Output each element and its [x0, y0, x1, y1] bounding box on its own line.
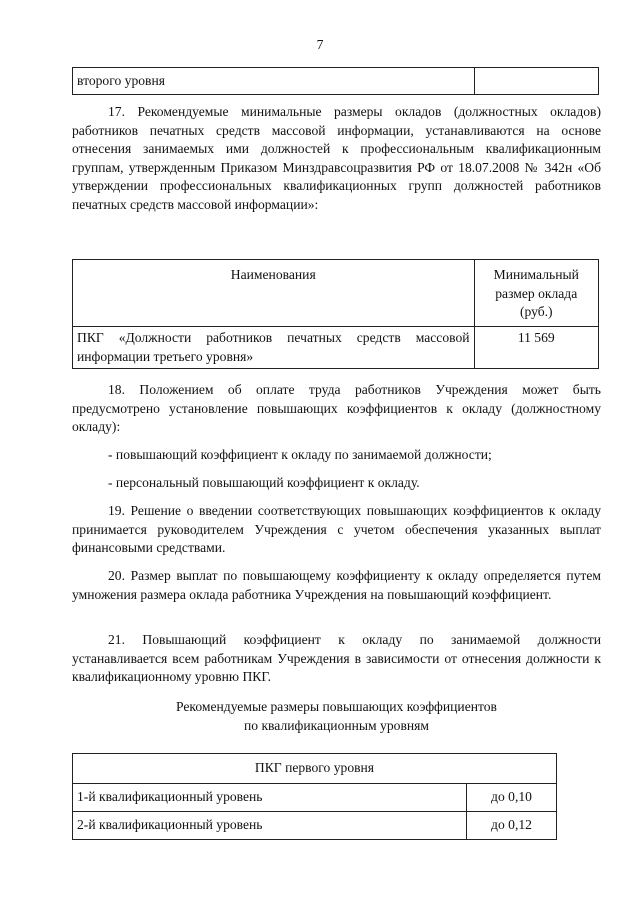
- salary-table-row-value: 11 569: [474, 327, 598, 369]
- paragraph-18: 18. Положением об оплате труда работников Учреждения может быть предусмотрено установление повышающих коэффициентов к окладу (должностному окладу):: [72, 382, 601, 434]
- paragraph-17: 17. Рекомендуемые минимальные размеры окладов (должностных окладов) работников печатных средств массовой информации, устанавливаются на основе отнесения занимаемых ими должностей к профессиональным квалификационным группам, утвержденным Приказом Минздравсоцразвития РФ от 18.07.2008 № 342н «Об утверждении профессиональных квалификационных групп должностей работников печатных средств массовой информации»:: [72, 104, 601, 212]
- page-number: 7: [316, 37, 324, 52]
- continued-table-cell: второго уровня: [73, 68, 475, 95]
- continued-table-empty-cell: [475, 68, 599, 95]
- coefficients-level: 2-й квалификационный уровень: [73, 812, 467, 840]
- bullet-personal-coefficient: - персональный повышающий коэффициент к окладу.: [108, 475, 420, 490]
- paragraph-19: 19. Решение о введении соответствующих повышающих коэффициентов к окладу принимается руководителем Учреждения с учетом обеспечения указанных выплат финансовыми средствами.: [72, 503, 601, 555]
- salary-table-header-name: Наименования: [73, 260, 475, 327]
- paragraph-20: 20. Размер выплат по повышающему коэффициенту к окладу определяется путем умножения размера оклада работника Учреждения на повышающий коэффициент.: [72, 568, 601, 602]
- paragraph-21: 21. Повышающий коэффициент к окладу по занимаемой должности устанавливается всем работникам Учреждения в зависимости от отнесения должности к квалификационному уровню ПКГ.: [72, 632, 601, 684]
- salary-table: [72, 259, 599, 369]
- salary-table-header-min: [474, 260, 598, 327]
- coefficients-group-header: ПКГ первого уровня: [73, 754, 557, 784]
- coefficients-level: 1-й квалификационный уровень: [73, 784, 467, 812]
- coefficients-title-line-1: Рекомендуемые размеры повышающих коэффициентов: [176, 699, 497, 714]
- continued-table: [72, 67, 599, 95]
- coefficients-value: до 0,10: [467, 784, 557, 812]
- header-min-line-1: Минимальный: [493, 267, 579, 282]
- coefficients-title-line-2: по квалификационным уровням: [243, 717, 429, 733]
- bullet-position-coefficient: - повышающий коэффициент к окладу по занимаемой должности;: [108, 447, 492, 462]
- coefficients-title: [72, 698, 601, 735]
- header-min-line-2: размер оклада: [495, 285, 578, 301]
- header-min-line-3: (руб.): [519, 304, 553, 319]
- salary-table-row-name: ПКГ «Должности работников печатных средств массовой информации третьего уровня»: [73, 327, 475, 369]
- coefficients-value: до 0,12: [467, 812, 557, 840]
- coefficients-table: [72, 753, 557, 840]
